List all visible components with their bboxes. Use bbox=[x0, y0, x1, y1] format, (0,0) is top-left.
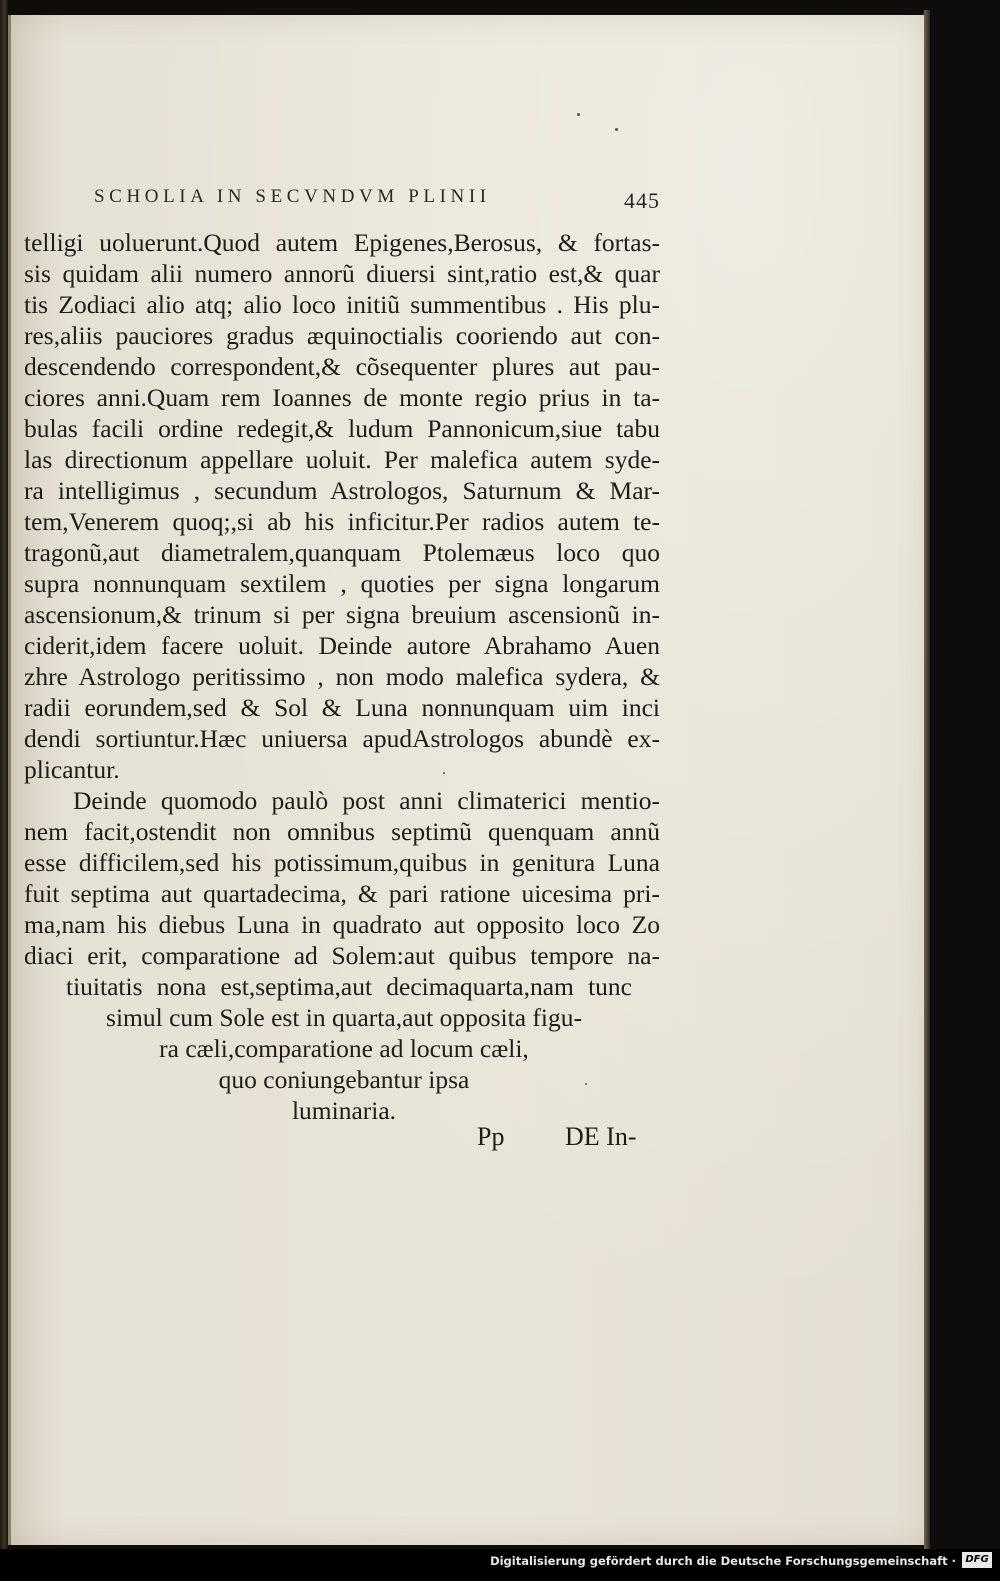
text-line: ascensionum,& trinum si per signa breuium ascensionũ in- bbox=[24, 600, 660, 629]
text-line: plicantur. bbox=[24, 755, 120, 784]
text-line: luminaria. bbox=[291, 1096, 397, 1125]
text-line: dendi sortiuntur.Hæc uniuersa apudAstrologos abundè ex- bbox=[24, 724, 660, 753]
text-line: telligi uoluerunt.Quod autem Epigenes,Berosus, & fortas- bbox=[24, 228, 660, 257]
text-line: esse difficilem,sed his potissimum,quibus in genitura Luna bbox=[24, 848, 660, 877]
text-line: ciderit,idem facere uoluit. Deinde autore Abrahamo Auen bbox=[24, 631, 660, 660]
digitization-credit: Digitalisierung gefördert durch die Deutsche Forschungsgemeinschaft · bbox=[490, 1554, 956, 1568]
text-line: ra intelligimus , secundum Astrologos, Saturnum & Mar- bbox=[24, 476, 660, 505]
text-line: bulas facili ordine redegit,& ludum Pannonicum,siue tabu bbox=[24, 414, 660, 443]
text-line: tis Zodiaci alio atq; alio loco initiũ summentibus . His plu- bbox=[24, 290, 660, 319]
text-line: supra nonnunquam sextilem , quoties per signa longarum bbox=[24, 569, 660, 598]
running-title: SCHOLIA IN SECVNDVM PLINII bbox=[94, 186, 491, 207]
text-line: quo coniungebantur ipsa bbox=[218, 1065, 470, 1094]
fore-edge bbox=[924, 10, 930, 1550]
paper-speck bbox=[615, 128, 618, 131]
text-line: ra cæli,comparatione ad locum cæli, bbox=[159, 1034, 529, 1063]
text-line: simul cum Sole est in quarta,aut opposita figu- bbox=[106, 1003, 582, 1032]
running-head bbox=[88, 186, 660, 220]
text-line: radii eorundem,sed & Sol & Luna nonnunquam uim inci bbox=[24, 693, 660, 722]
catchword: DE In- bbox=[565, 1122, 637, 1151]
text-line: diaci erit, comparatione ad Solem:aut quibus tempore na- bbox=[24, 941, 660, 970]
text-line: ma,nam his diebus Luna in quadrato aut opposito loco Zo bbox=[24, 910, 660, 939]
text-line: tem,Venerem quoq;,si ab his inficitur.Per radios autem te- bbox=[24, 507, 660, 536]
text-line: zhre Astrologo peritissimo , non modo malefica sydera, & bbox=[24, 662, 660, 691]
text-line: tragonũ,aut diametralem,quanquam Ptolemæus loco quo bbox=[24, 538, 660, 567]
text-line: fuit septima aut quartadecima, & pari ratione uicesima pri- bbox=[24, 879, 660, 908]
paper-speck bbox=[585, 1083, 587, 1085]
text-line: las directionum appellare uoluit. Per malefica autem syde- bbox=[24, 445, 660, 474]
text-line: sis quidam alii numero annorũ diuersi sint,ratio est,& quar bbox=[24, 259, 660, 288]
binding-edge bbox=[0, 0, 8, 1581]
dfg-logo: DFG bbox=[962, 1552, 992, 1568]
text-line: Deinde quomodo paulò post anni climaterici mentio- bbox=[73, 786, 660, 815]
text-line: descendendo correspondent,& cõsequenter plures aut pau- bbox=[24, 352, 660, 381]
page-number: 445 bbox=[624, 188, 660, 213]
paper-speck bbox=[577, 113, 580, 116]
text-line: tiuitatis nona est,septima,aut decimaquarta,nam tunc bbox=[66, 972, 632, 1001]
signature-mark: Pp bbox=[477, 1122, 505, 1151]
text-line: ciores anni.Quam rem Ioannes de monte regio prius in ta- bbox=[24, 383, 660, 412]
text-line: nem facit,ostendit non omnibus septimũ quenquam annũ bbox=[24, 817, 660, 846]
text-line: res,aliis pauciores gradus æquinoctialis cooriendo aut con- bbox=[24, 321, 660, 350]
